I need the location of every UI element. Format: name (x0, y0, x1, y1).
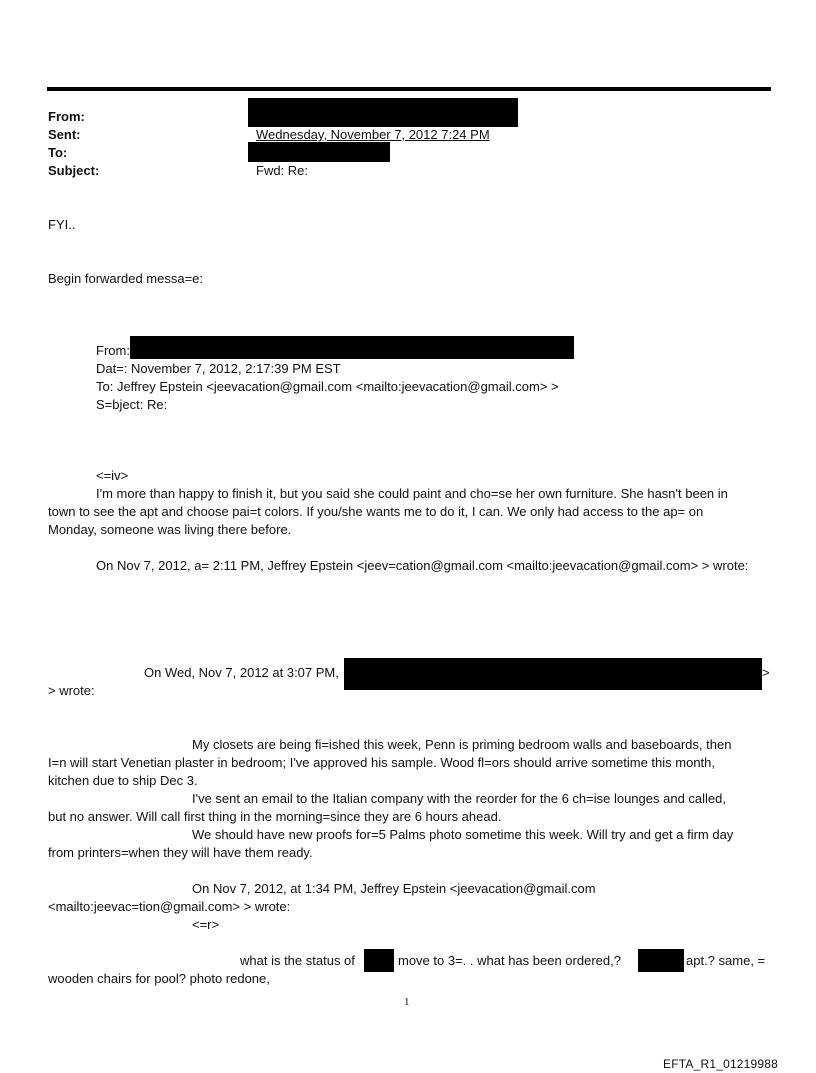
header-rule (47, 87, 771, 91)
redacted-name-1 (364, 949, 394, 972)
sent-value: Wednesday, November 7, 2012 7:24 PM (256, 127, 490, 142)
para1-line2: town to see the apt and choose pai=t colors. If you/she wants me to do it, I can. We only had access to the ap= on (48, 504, 704, 519)
fwd-subject: S=bject: Re: (96, 397, 168, 412)
fyi-text: FYI.. (48, 217, 76, 232)
on-nov7-wrote: On Nov 7, 2012, a= 2:11 PM, Jeffrey Epstein <jeev=cation@gmail.com <mailto:jeevacation@gmail.com> > wrote: (96, 558, 749, 573)
sent-label: Sent: (48, 127, 81, 142)
document-id: EFTA_R1_01219988 (663, 1057, 779, 1071)
fwd-date: Dat=: November 7, 2012, 2:17:39 PM EST (96, 361, 341, 376)
begin-forwarded-text: Begin forwarded messa=e: (48, 271, 204, 286)
redacted-fwd-from (130, 336, 574, 359)
para1-line3: Monday, someone was living there before. (48, 522, 292, 537)
page-number: 1 (404, 996, 410, 1008)
para1-line1: I'm more than happy to finish it, but you said she could paint and cho=se her own furniture. She hasn't been in (96, 486, 728, 501)
status-text-c: apt.? same, = (686, 953, 766, 968)
quote-line2: <mailto:jeevac=tion@gmail.com> > wrote: (48, 899, 291, 914)
redacted-to (248, 142, 390, 162)
quote-line1: On Nov 7, 2012, at 1:34 PM, Jeffrey Epstein <jeevacation@gmail.com (192, 881, 596, 896)
br-tag: <=r> (192, 917, 220, 932)
subject-label: Subject: (48, 163, 100, 178)
status-text-a: what is the status of (240, 953, 355, 968)
to-label: To: (48, 145, 68, 160)
p2-line2: I=n will start Venetian plaster in bedroom; I've approved his sample. Wood fl=ors should arrive sometime this month, (48, 755, 716, 770)
p4-line1: We should have new proofs for=5 Palms photo sometime this week. Will try and get a firm day (192, 827, 734, 842)
redacted-sender (344, 658, 762, 690)
wrote-line: > wrote: (48, 683, 95, 698)
from-label: From: (48, 109, 85, 124)
status-text-b: move to 3=. . what has been ordered,? (398, 953, 621, 968)
subject-value: Fwd: Re: (256, 163, 309, 178)
p3-line1: I've sent an email to the Italian company with the reorder for the 6 ch=ise lounges and called, (192, 791, 726, 806)
p4-line2: from printers=when they will have them ready. (48, 845, 313, 860)
redacted-name-2 (638, 949, 684, 972)
div-tag: <=iv> (96, 468, 129, 483)
status-line2: wooden chairs for pool? photo redone, (48, 971, 270, 986)
on-wed-suffix: > (762, 665, 770, 680)
fwd-from-label: From: (96, 343, 130, 358)
p3-line2: but no answer. Will call first thing in the morning=since they are 6 hours ahead. (48, 809, 502, 824)
redacted-from (248, 98, 518, 127)
p2-line3: kitchen due to ship Dec 3. (48, 773, 198, 788)
fwd-to: To: Jeffrey Epstein <jeevacation@gmail.com <mailto:jeevacation@gmail.com> > (96, 379, 559, 394)
on-wed-prefix: On Wed, Nov 7, 2012 at 3:07 PM, (144, 665, 339, 680)
p2-line1: My closets are being fi=ished this week, Penn is priming bedroom walls and baseboards, then (192, 737, 732, 752)
